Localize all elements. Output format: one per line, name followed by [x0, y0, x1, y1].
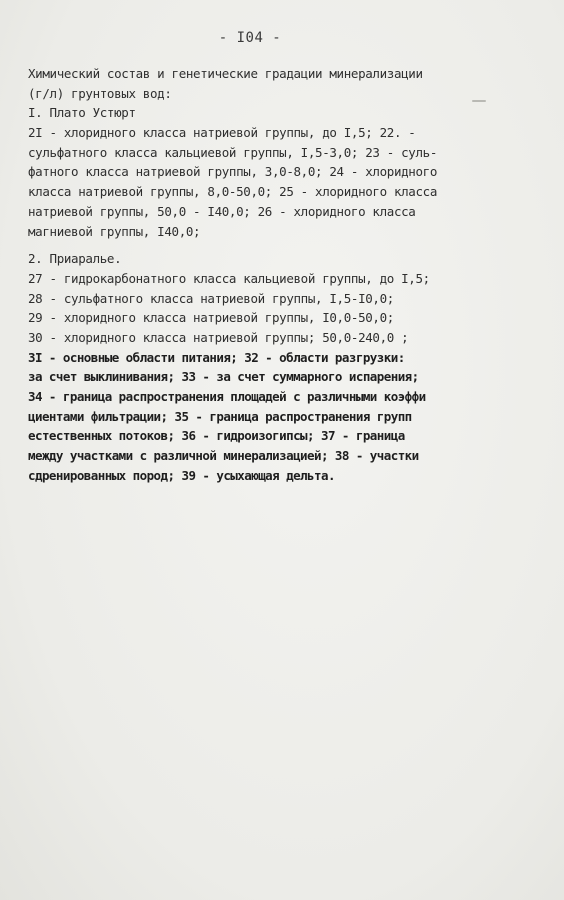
page-number: - I04 -: [218, 30, 282, 46]
text-line: 28 - сульфатного класса натриевой группы, I,5-I0,0;: [28, 290, 394, 306]
text-line: 34 - граница распространения площадей с различными коэффи: [28, 389, 426, 404]
text-line: между участками с различной минерализацией; 38 - участки: [28, 448, 419, 464]
text-line: Химический состав и генетические градации минерализации: [28, 66, 423, 81]
text-line: 27 - гидрокарбонатного класса кальциевой группы, до I,5;: [28, 270, 430, 286]
section-heading: 2. Приаралье.: [28, 251, 122, 267]
text-line: 2I - хлоридного класса натриевой группы, до I,5; 22. -: [28, 125, 416, 141]
text-line: натриевой группы, 50,0 - I40,0; 26 - хлоридного класса: [28, 203, 416, 219]
text-line: 3I - основные области питания; 32 - области разгрузки:: [28, 349, 405, 365]
text-line: класса натриевой группы, 8,0-50,0; 25 - хлоридного класса: [28, 184, 438, 200]
text-line: магниевой группы, I40,0;: [28, 223, 201, 239]
text-line: 29 - хлоридного класса натриевой группы, I0,0-50,0;: [28, 310, 394, 326]
text-line: 30 - хлоридного класса натриевой группы; 50,0-240,0 ;: [28, 329, 409, 345]
text-line: фатного класса натриевой группы, 3,0-8,0; 24 - хлоридного: [28, 164, 438, 180]
section-heading: I. Плато Устюрт: [28, 105, 136, 121]
legend-text-block: [28, 64, 548, 485]
text-line: (г/л) грунтовых вод:: [28, 85, 172, 101]
text-line: за счет выклинивания; 33 - за счет суммарного испарения;: [28, 369, 419, 385]
text-line: сульфатного класса кальциевой группы, I,5-3,0; 23 - суль-: [28, 144, 438, 160]
text-line: естественных потоков; 36 - гидроизогипсы; 37 - граница: [28, 428, 405, 444]
text-line: циентами фильтрации; 35 - граница распространения групп: [28, 408, 412, 424]
text-line: сдренированных пород; 39 - усыхающая дельта.: [28, 467, 335, 483]
